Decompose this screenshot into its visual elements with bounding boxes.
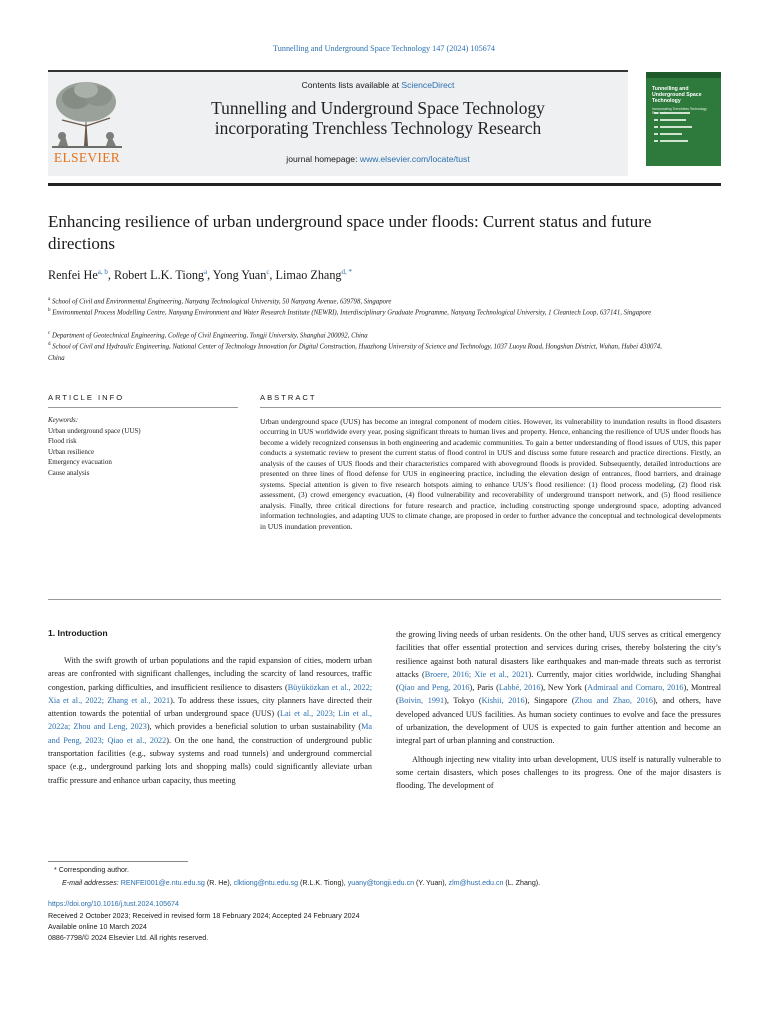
citation-link[interactable]: Admiraal and Cornaro, 2016 [587,683,684,693]
intro-right-column [396,628,721,793]
email-owner: (R. He), [204,879,234,887]
author-affiliation-marker[interactable]: c [266,268,270,276]
journal-reference[interactable]: Tunnelling and Underground Space Technology 147 (2024) 105674 [273,44,495,53]
affiliation-d: $^d$ School of Civil and Hydraulic Engineering, National Center of Technology Innovation for Digital Construction, Huazhong University of Science and Technology, 1037 Luoyu Road, Hongshan District, Wuhan, Hubei 430074, China [48,342,662,362]
corresponding-author-note: * Corresponding author. [54,866,129,874]
journal-homepage [128,154,628,164]
citation-link[interactable]: Boivin, 1991 [398,696,445,706]
received-dates: Received 2 October 2023; Received in revised form 18 February 2024; Accepted 24 February 2024 [48,912,360,920]
cover-title: Tunnelling and Underground Space Technology [652,86,702,104]
body-text: ), which provides a beneficial solution to urban sustainability ( [146,722,362,732]
doi-link[interactable]: https://doi.org/10.1016/j.tust.2024.105674 [48,900,179,908]
citation-link[interactable]: Zhou and Zhao, 2016 [574,696,653,706]
copyright: 0886-7798/© 2024 Elsevier Ltd. All rights reserved. [48,934,209,942]
keywords-label: Keywords: [48,416,79,424]
abstract-rule [260,407,721,408]
keyword-item: Emergency evacuation [48,458,112,467]
author-affiliation-marker[interactable]: d, * [341,268,353,276]
article-info-heading: ARTICLE INFO [48,393,125,402]
abstract-text: Urban underground space (UUS) has become an integral component of modern cities. However, its vulnerability to inundation results in flood disasters occurring in UUS worldwide every year, posing significant threats to human lives and property. Hence, enhancing the resilience of UUS under floods has become a widely recognized consensus in both engineering and academic communities. To gain a better understanding of flood issues of UUS, this paper conducts a systematic review to present the current status of flood control in UUS and discuss some future research and practice directions. Firstly, an analysis of the causes of UUS floods and their characteristics compared with aboveground floods is provided. Subsequently, detailed introductions are presented on three lines of flood defense for UUS in engineering practice, including the elevation design of entrances, flood barriers, and drainage systems. Special attention is given to five research hotspots aiming to enhance UUS’s flood resilience: (1) flood process modeling, (2) flood risk assessment, (3) crowd emergency evacuation, (4) flood vulnerability and recoverability of underground transport network, and (5) flood resilience analysis. Finally, three critical directions for future research and practice, including constructing sponge underground space, adopting advanced information technologies, and adapting UUS to climate change, are proposed in order to further advance the conceptual and technological developments in UUS inundation prevention. [260,417,721,531]
body-text: ). To address these issues, city planners have directed their attention towards the potential of urban underground space (UUS) ( [48,695,372,719]
contents-availability [128,80,628,90]
email-link[interactable]: yuany@tongji.edu.cn [347,879,415,887]
body-text: ). On the one hand, the construction of underground public transportation facilities (e.g., subway systems and road tunnels) and underground commercial space (e.g., underground parking lots and shopping malls) could significantly alleviate urban traffic pressure and enhance urban capacity, thus meeting [48,735,372,785]
elsevier-wordmark: ELSEVIER [53,150,121,165]
keyword-item: Urban underground space (UUS) [48,426,141,435]
body-text: the growing living needs of urban residents. On the other hand, UUS serves as critical emergency facilities that offer essential protection and services during crises, thereby bolstering the city’s resilience against both natural disasters like earthquakes and man-made threats such as terrorist attacks ( [396,630,721,679]
citation-link[interactable]: Qiao and Peng, 2016 [398,683,470,693]
intro-paragraph-continued [396,628,721,748]
author-affiliation-marker[interactable]: a [204,268,208,276]
journal-title-line2: incorporating Trenchless Technology Research [214,118,542,138]
email-owner: (L. Zhang). [503,879,541,887]
abstract-bottom-rule [48,599,721,600]
body-text: ), Tokyo ( [444,696,482,706]
email-link[interactable]: clktiong@ntu.edu.sg [233,879,299,887]
footnote-rule [48,861,188,862]
homepage-link[interactable]: www.elsevier.com/locate/tust [359,154,470,164]
sciencedirect-link[interactable]: ScienceDirect [401,80,455,90]
journal-title-line1: Tunnelling and Underground Space Technology [211,98,545,118]
citation-link[interactable]: Lai et al., 2023; Lin et al., 2022a; Zhou and Leng, 2023 [48,709,372,732]
author-affiliation-marker[interactable]: a, b [97,268,108,276]
author-list: Renfei He$^{a, b}$, Robert L.K. Tiong$^a$, Yong Yuan$^c$, Limao Zhang$^{d, *}$ [48,268,353,283]
citation-link[interactable]: Labbé, 2016 [498,683,541,693]
citation-link[interactable]: Broere, 2016; Xie et al., 2021 [424,669,529,679]
affiliation-b: $^b$ Environmental Process Modelling Centre, Nanyang Environment and Water Research Institute (NEWRI), Interdisciplinary Graduate Programme, Nanyang Technological University, 1 Cleantech Loop, 637141, Singapore [48,308,652,317]
affiliation-a: $^a$ School of Civil and Environmental Engineering, Nanyang Technological University, 50 Nanyang Avenue, 639798, Singapore [48,297,392,306]
article-title: Enhancing resilience of urban underground space under floods: Current status and future directions [48,212,652,253]
journal-title [128,98,628,138]
abstract-heading: ABSTRACT [260,393,317,402]
homepage-prefix: journal homepage: [286,154,360,164]
body-text: ), Montreal ( [396,683,721,706]
citation-link[interactable]: Kishii, 2016 [481,696,525,706]
author-name[interactable]: Robert L.K. Tiong [113,268,205,283]
body-text: ), New York ( [540,683,588,693]
keyword-item: Flood risk [48,437,77,446]
author-name[interactable]: Renfei He [48,268,98,283]
section-heading-introduction: 1. Introduction [48,628,108,638]
author-name[interactable]: Yong Yuan [212,268,267,283]
body-text: ), and others, have developed advanced UUS facilities. As human society continues to evolve and face the pressures of urbanization, the development of UUS is expected to gain further attention and become an integral part of urban planning and construction. [396,696,722,746]
body-text: ). Currently, major cities worldwide, including Shanghai ( [396,669,721,693]
cover-subtitle: incorporating Trenchless Technology Research [652,107,707,115]
intro-left-column [48,654,372,787]
citation-link[interactable]: Ma and Peng, 2023; Qiao et al., 2022 [48,722,372,745]
citation-link[interactable]: Büyüközkan et al., 2022; Xia et al., 2022; Zhang et al., 2021 [48,682,372,705]
available-online: Available online 10 March 2024 [48,923,147,931]
body-text: With the swift growth of urban populations and the rapid expansion of cities, modern urban areas are confronted with significant challenges, including the scarcity of land resources, traffic congestion, parking difficulties, and insufficient resilience to disasters ( [48,656,372,692]
contents-prefix: Contents lists available at [301,80,402,90]
article-info-rule [48,407,238,408]
keyword-item: Urban resilience [48,447,95,456]
email-owner: (Y. Yuan), [414,879,449,887]
intro-paragraph-2: Although injecting new vitality into urban development, UUS itself is naturally vulnerable to some certain disasters, which poses challenges to its progress. One of the major disasters is flooding. The development of [396,754,721,791]
author-name[interactable]: Limao Zhang [275,268,342,283]
email-link[interactable]: RENFEI001@e.ntu.edu.sg [120,879,205,887]
affiliation-c: $^c$ Department of Geotechnical Engineering, College of Civil Engineering, Tongji University, Shanghai 200092, China [48,331,368,340]
header-bottom-rule [48,183,721,186]
keyword-item: Cause analysis [48,468,90,477]
body-text: ), Paris ( [469,683,499,693]
email-link[interactable]: zlm@hust.edu.cn [448,879,504,887]
body-text: ), Singapore ( [524,696,575,706]
email-addresses [62,878,722,889]
email-label: E-mail addresses: [62,879,121,887]
email-owner: (R.L.K. Tiong), [298,879,348,887]
keywords-block [48,415,228,479]
